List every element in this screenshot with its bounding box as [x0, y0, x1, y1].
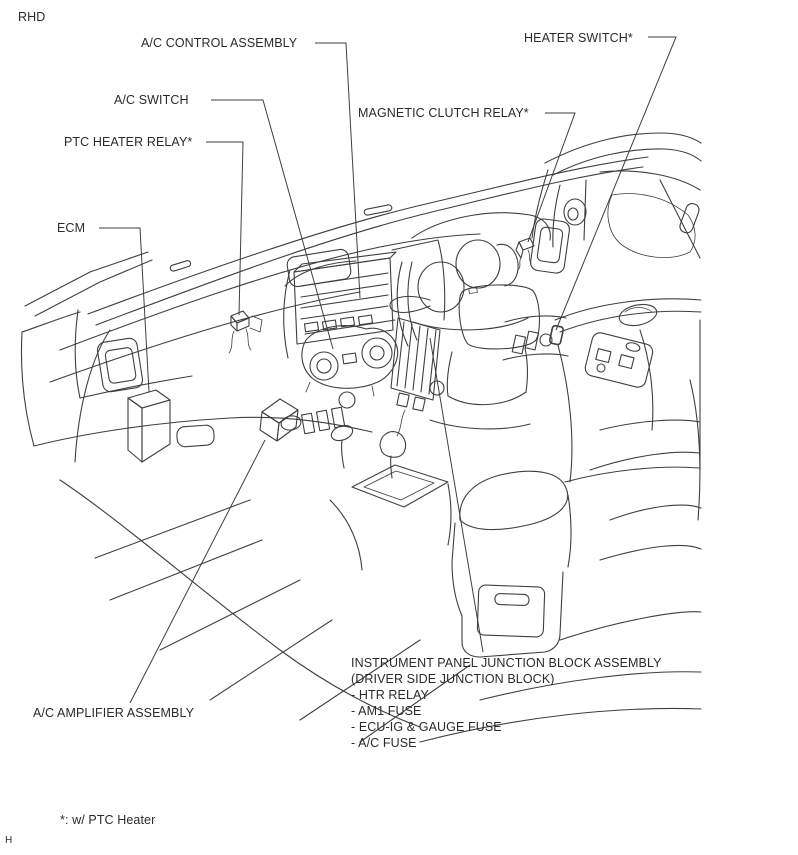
ac-switch-knob	[310, 352, 338, 380]
instrument-cluster	[412, 213, 550, 330]
junction-block-item: - ECU-IG & GAUGE FUSE	[351, 720, 502, 734]
ac-amplifier-part	[260, 399, 298, 441]
leader-heater-switch	[556, 37, 676, 330]
center-stack	[280, 240, 445, 434]
junction-block-item: - HTR RELAY	[351, 688, 429, 702]
junction-block-title: INSTRUMENT PANEL JUNCTION BLOCK ASSEMBLY	[351, 656, 662, 670]
label-ac-amplifier-assembly: A/C AMPLIFIER ASSEMBLY	[33, 706, 195, 720]
variant-label: RHD	[18, 10, 46, 24]
right-side-vent	[530, 218, 571, 274]
cowl-windshield-base	[25, 157, 648, 325]
label-heater-switch: HEATER SWITCH*	[524, 31, 633, 45]
a-pillar-and-door-window	[532, 133, 701, 430]
label-ac-control-assembly: A/C CONTROL ASSEMBLY	[141, 36, 298, 50]
door-panel	[555, 299, 701, 482]
leader-ptc-heater-relay	[206, 142, 243, 315]
junction-block-item: - AM1 FUSE	[351, 704, 422, 718]
label-ac-switch: A/C SWITCH	[114, 93, 189, 107]
leader-ecm	[99, 228, 149, 392]
steering-wheel	[390, 262, 539, 429]
dash-switch-row	[503, 316, 568, 360]
leader-ac-amplifier	[130, 440, 265, 703]
label-ecm: ECM	[57, 221, 86, 235]
leader-junction-block	[430, 338, 483, 652]
ecm-box	[128, 390, 170, 462]
label-junction-block	[351, 655, 662, 751]
ptc-heater-relay-part	[229, 311, 262, 353]
label-ptc-heater-relay: PTC HEATER RELAY*	[64, 135, 193, 149]
page-mark: H	[5, 835, 13, 846]
seat-outline	[600, 380, 701, 560]
junction-block-item: - A/C FUSE	[351, 736, 417, 750]
footnote: *: w/ PTC Heater	[60, 813, 156, 827]
junction-block-subtitle: (DRIVER SIDE JUNCTION BLOCK)	[351, 672, 555, 686]
console-drawer	[477, 585, 545, 637]
label-magnetic-clutch-relay: MAGNETIC CLUTCH RELAY*	[358, 106, 529, 120]
